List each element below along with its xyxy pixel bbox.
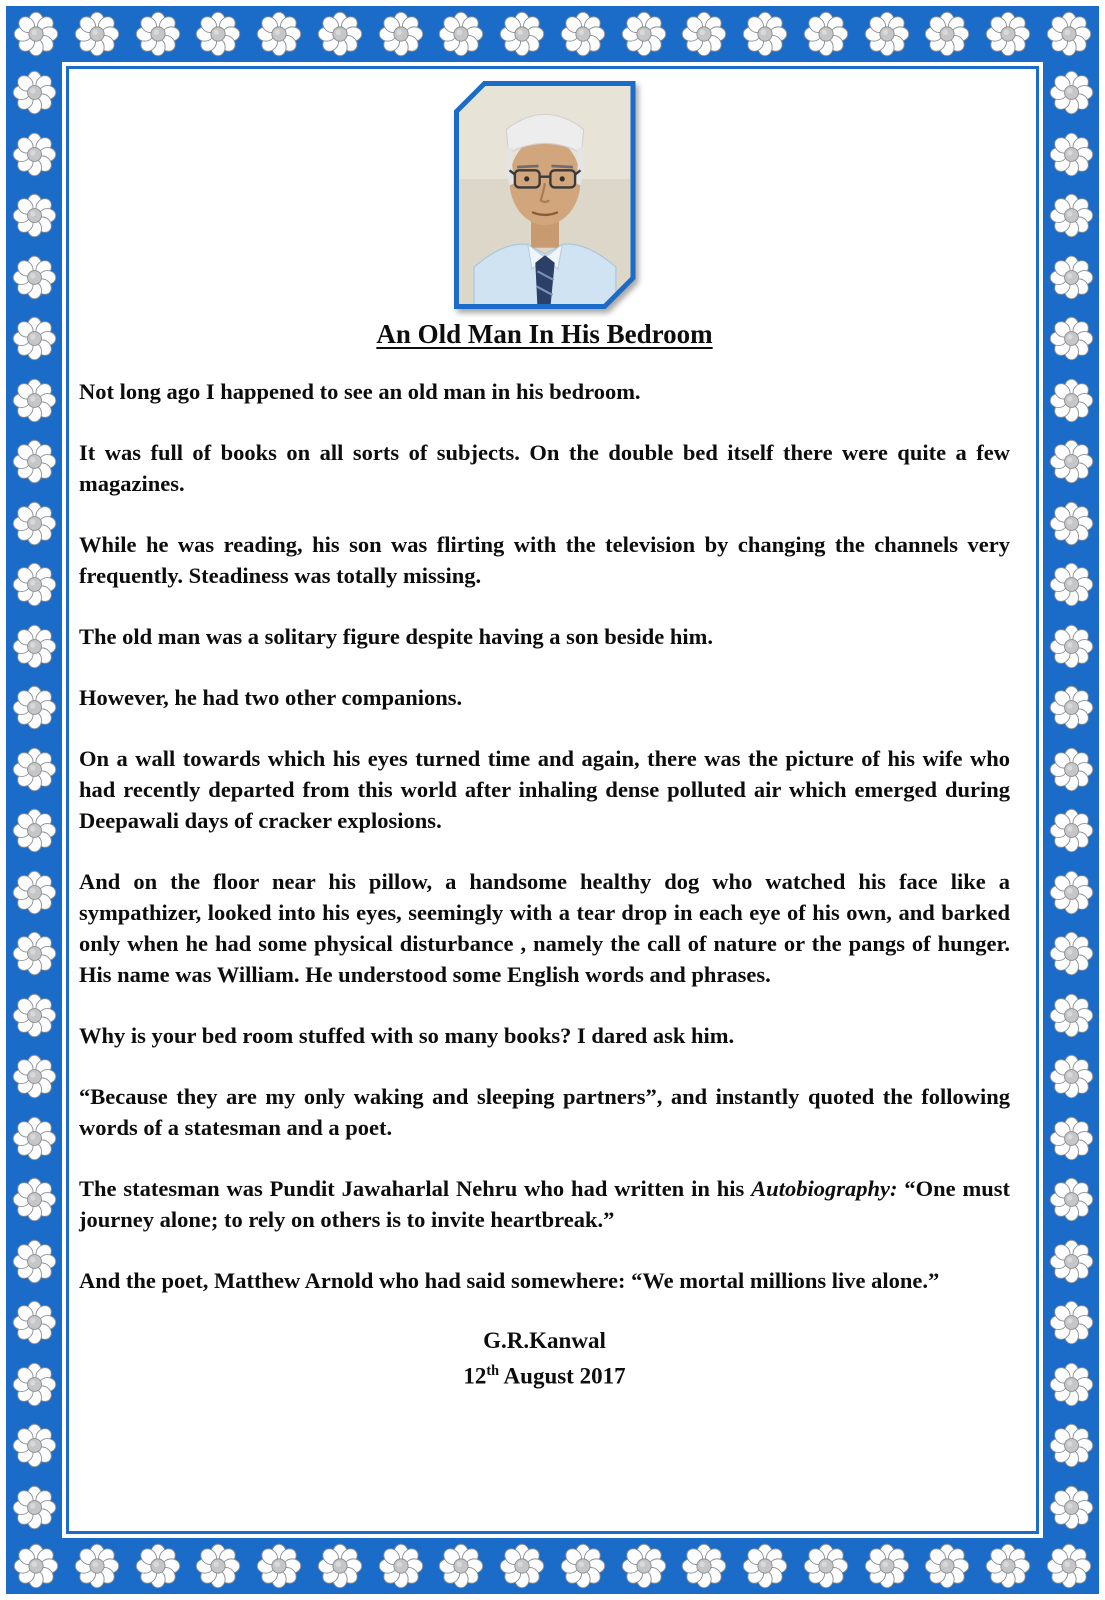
paragraph-text: However, he had two other companions. [79, 685, 463, 710]
flower-border-right [1043, 62, 1099, 1538]
paragraph [79, 621, 1010, 652]
paragraph-text: Why is your bed room stuffed with so many books? I dared ask him. [79, 1023, 735, 1048]
flower-icon [1049, 1116, 1094, 1161]
flower-icon [560, 11, 606, 57]
paragraph-text: And on the floor near his pillow, a handsome healthy dog who watched his face like a sympathizer, looked into his eyes, seemingly with a tear drop in each eye of his own, and barked only when he had some physical disturbance , namely the call of nature or the pangs of hunger. His name was William. He understood some English words and phrases. [79, 869, 1010, 987]
flower-icon [1046, 1543, 1092, 1589]
flower-icon [317, 11, 363, 57]
flower-icon [378, 11, 424, 57]
italic-text: Autobiography: [751, 1176, 898, 1201]
flower-icon [13, 11, 59, 57]
signature-name: G.R.Kanwal [483, 1328, 606, 1353]
paragraph-text: And the poet, Matthew Arnold who had said somewhere: “We mortal millions live alone.” [79, 1268, 940, 1293]
paragraph [79, 376, 1010, 407]
flower-icon [12, 685, 57, 730]
flower-icon [438, 1543, 484, 1589]
paragraph [79, 682, 1010, 713]
flower-icon [1049, 1485, 1094, 1530]
paragraph [79, 1173, 1010, 1235]
paragraph-text: “One must journey alone; to rely on others is to invite heartbreak.” [79, 1176, 1010, 1232]
paragraph-text: Not long ago I happened to see an old man in his bedroom. [79, 379, 641, 404]
flower-icon [1049, 1239, 1094, 1284]
flower-icon [1049, 870, 1094, 915]
flower-icon [12, 993, 57, 1038]
flower-icon [135, 1543, 181, 1589]
flower-icon [438, 11, 484, 57]
flower-icon [560, 1543, 606, 1589]
flower-icon [13, 1543, 59, 1589]
paragraph [79, 1265, 1010, 1296]
flower-icon [12, 132, 57, 177]
flower-icon [621, 11, 667, 57]
flower-icon [1049, 378, 1094, 423]
flower-icon [195, 1543, 241, 1589]
flower-icon [1049, 70, 1094, 115]
paragraphs [79, 376, 1010, 1296]
paragraph [79, 1020, 1010, 1051]
flower-icon [135, 11, 181, 57]
flower-icon [1049, 993, 1094, 1038]
flower-icon [1049, 132, 1094, 177]
flower-icon [985, 11, 1031, 57]
flower-icon [681, 1543, 727, 1589]
flower-icon [1049, 1423, 1094, 1468]
flower-icon [1049, 1177, 1094, 1222]
flower-icon [12, 747, 57, 792]
portrait-photo-border [454, 81, 636, 309]
page-title: An Old Man In His Bedroom [376, 319, 713, 349]
flower-icon [12, 255, 57, 300]
flower-icon [1049, 1300, 1094, 1345]
paragraph [79, 743, 1010, 836]
flower-icon [12, 1300, 57, 1345]
flower-icon [742, 11, 788, 57]
flower-icon [864, 1543, 910, 1589]
paragraph-text: On a wall towards which his eyes turned time and again, there was the picture of his wife who had recently departed from this world after inhaling dense polluted air which emerged during Deepawali days of cracker explosions. [79, 746, 1010, 833]
flower-icon [742, 1543, 788, 1589]
paragraph-text: The statesman was Pundit Jawaharlal Nehru who had written in his [79, 1176, 752, 1201]
flower-icon [1049, 808, 1094, 853]
flower-icon [12, 193, 57, 238]
flower-icon [12, 316, 57, 361]
flower-icon [1049, 193, 1094, 238]
flower-icon [12, 1054, 57, 1099]
flower-icon [12, 1423, 57, 1468]
flower-icon [12, 501, 57, 546]
flower-icon [681, 11, 727, 57]
paragraph-text: While he was reading, his son was flirting with the television by changing the channels very frequently. Steadiness was totally missing. [79, 532, 1010, 588]
flower-icon [12, 1239, 57, 1284]
flower-icon [985, 1543, 1031, 1589]
flower-icon [1049, 1362, 1094, 1407]
flower-icon [499, 1543, 545, 1589]
flower-icon [1049, 316, 1094, 361]
flower-icon [1049, 931, 1094, 976]
flower-icon [803, 11, 849, 57]
flower-icon [12, 1177, 57, 1222]
flower-icon [74, 11, 120, 57]
flower-icon [864, 11, 910, 57]
flower-icon [1049, 624, 1094, 669]
flower-icon [74, 1543, 120, 1589]
flower-icon [12, 562, 57, 607]
flower-icon [256, 1543, 302, 1589]
flower-icon [12, 439, 57, 484]
flower-border-bottom [6, 1538, 1099, 1594]
content-frame [66, 66, 1039, 1534]
flower-icon [499, 11, 545, 57]
flower-icon [12, 808, 57, 853]
paragraph-text: The old man was a solitary figure despite having a son beside him. [79, 624, 714, 649]
portrait-photo [459, 86, 631, 304]
flower-icon [256, 11, 302, 57]
flower-icon [1049, 255, 1094, 300]
flower-icon [195, 11, 241, 57]
flower-icon [1049, 501, 1094, 546]
flower-border-top [6, 6, 1099, 62]
flower-icon [803, 1543, 849, 1589]
signature-date-day: 12 [463, 1363, 487, 1389]
paragraph [79, 1081, 1010, 1143]
flower-icon [1049, 562, 1094, 607]
flower-icon [12, 378, 57, 423]
flower-icon [12, 1116, 57, 1161]
flower-icon [1049, 1054, 1094, 1099]
signature-block [79, 1326, 1010, 1392]
signature-date-rest: August 2017 [499, 1363, 626, 1389]
flower-icon [12, 931, 57, 976]
paragraph [79, 529, 1010, 591]
paragraph [79, 437, 1010, 499]
flower-icon [1049, 747, 1094, 792]
flower-icon [1046, 11, 1092, 57]
flower-icon [12, 70, 57, 115]
flower-icon [12, 1485, 57, 1530]
flower-border-left [6, 62, 62, 1538]
flower-icon [924, 1543, 970, 1589]
flower-icon [12, 870, 57, 915]
flower-icon [378, 1543, 424, 1589]
paragraph-text: It was full of books on all sorts of subjects. On the double bed itself there were quite a few magazines. [79, 440, 1010, 496]
flower-icon [12, 1362, 57, 1407]
flower-icon [12, 624, 57, 669]
portrait-photo-frame [454, 81, 636, 309]
flower-icon [924, 11, 970, 57]
flower-icon [621, 1543, 667, 1589]
flower-icon [1049, 685, 1094, 730]
flower-icon [1049, 439, 1094, 484]
paragraph [79, 866, 1010, 990]
flower-icon [317, 1543, 363, 1589]
signature-date-ordinal: th [486, 1363, 500, 1379]
signature-date [79, 1356, 1010, 1392]
paragraph-text: “Because they are my only waking and sleeping partners”, and instantly quoted the following words of a statesman and a poet. [79, 1084, 1010, 1140]
